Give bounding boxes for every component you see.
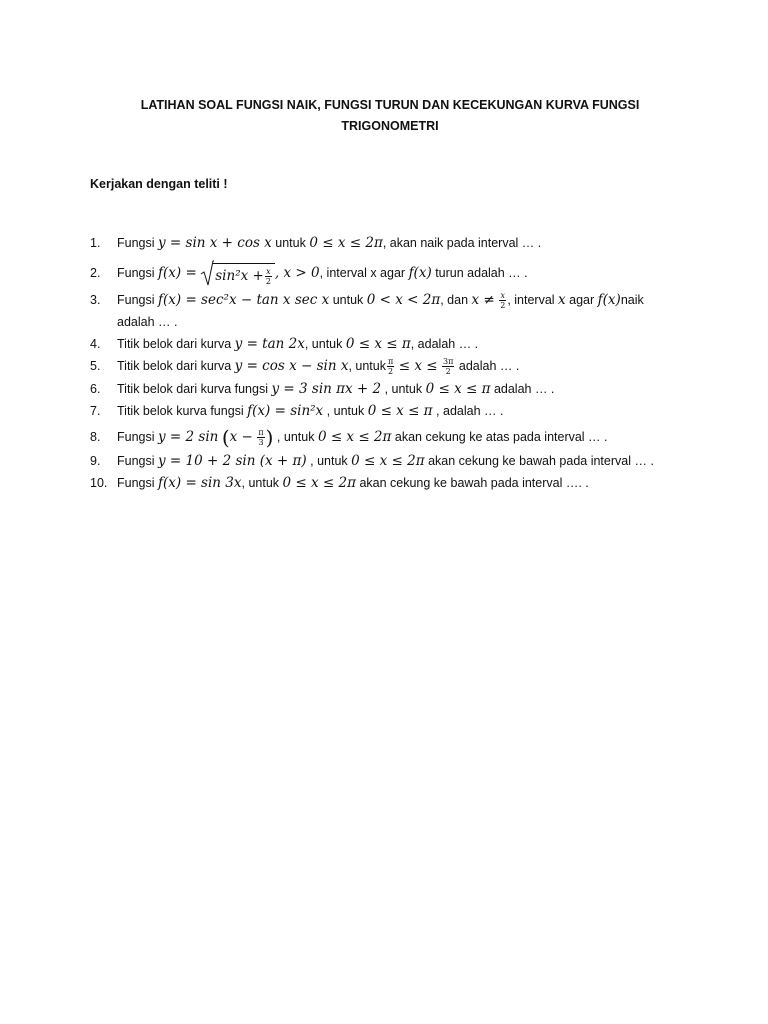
question-text: adalah … . [493,382,555,396]
question-text: , dan [440,293,469,307]
question-number: 4. [90,337,101,351]
question-text: Titik belok dari kurva [117,359,232,373]
question-text: , akan naik pada interval … . [382,236,542,250]
question-text: Fungsi [117,236,155,250]
math-expression: f(x) [408,265,432,281]
question-5 [90,357,690,380]
question-text: , untuk [384,382,423,396]
math-interval: 0 ≤ x ≤ π [367,403,433,419]
question-list [90,234,690,496]
question-text: , untuk [326,404,365,418]
question-4 [90,335,690,357]
math-expression: f(x) = [158,265,197,281]
title-line-1: LATIHAN SOAL FUNGSI NAIK, FUNGSI TURUN DAN KECEKUNGAN KURVA FUNGSI [140,98,640,112]
math-expression: f(x) = sec²x − tan x sec x [158,292,330,308]
fraction: $\frac{\pi}{2}$ [387,357,394,377]
math-expression: f(x) = sin²x [247,403,324,419]
math-expression: f(x) [597,292,621,308]
radical-sign-icon [200,257,214,287]
question-number: 5. [90,359,101,373]
question-text: , untuk [304,337,343,351]
fraction: $\frac{3\pi}{2}$ [443,357,454,377]
math-interval: 0 < x < 2π [366,292,441,308]
title-line-2: TRIGONOMETRI [341,119,439,133]
instruction-text: Kerjakan dengan teliti ! [90,177,228,191]
question-text: , interval x agar [319,266,406,280]
question-text: akan cekung ke bawah pada interval …. . [359,476,589,490]
question-text: Fungsi [117,430,155,444]
question-10 [90,474,690,496]
question-text: , untuk [348,359,386,373]
fraction: $\frac{x}{2}$ [500,291,506,311]
question-text: untuk [275,236,306,250]
question-number: 8. [90,430,101,444]
question-text-continued: adalah … . [117,315,178,329]
question-text: , untuk [241,476,280,490]
right-paren-icon: ) [265,425,274,450]
question-text: turun adalah … . [435,266,528,280]
question-text: akan cekung ke bawah pada interval … . [428,454,654,468]
question-text: Fungsi [117,476,155,490]
question-number: 3. [90,293,101,307]
fraction: $\frac{\pi}{3}$ [258,428,264,448]
question-text: Fungsi [117,454,155,468]
question-text: , adalah … . [410,337,479,351]
question-text: , adalah … . [436,404,504,418]
question-text: untuk [332,293,364,307]
question-text: Titik belok kurva fungsi [117,404,244,418]
question-1 [90,234,690,258]
question-text: akan cekung ke atas pada interval … . [394,430,608,444]
math-condition: , x > 0 [274,265,320,281]
question-text: , untuk [276,430,315,444]
question-text: Fungsi [117,293,155,307]
question-text: Fungsi [117,266,155,280]
question-2 [90,258,690,289]
question-text: Titik belok dari kurva [117,337,232,351]
math-interval: 0 ≤ x ≤ 2π [317,429,392,445]
document-title [90,95,690,137]
math-interval: 0 ≤ x ≤ π [345,336,411,352]
fraction: $\frac{x}{2}$ [265,267,271,287]
square-root [200,261,275,286]
question-7 [90,402,690,425]
math-expression: y = 10 + 2 sin (x + π) [158,453,307,469]
math-interval: 0 ≤ x ≤ 2π [282,475,356,491]
math-variable: x [558,292,566,308]
question-9 [90,452,690,474]
question-number: 7. [90,404,101,418]
math-expression: f(x) = sin 3x [158,475,242,491]
math-interval: 0 ≤ x ≤ π [425,381,491,397]
question-text: Titik belok dari kurva fungsi [117,382,268,396]
math-interval: 0 ≤ x ≤ 2π [351,453,425,469]
question-number: 2. [90,266,101,280]
question-6 [90,380,690,402]
question-8 [90,425,690,452]
math-expression: y = cos x − sin x [234,358,349,374]
math-expression: x − [229,429,253,445]
math-expression: y = 3 sin πx + 2 [271,381,382,397]
left-paren-icon: ( [221,425,230,450]
math-expression: y = sin x + cos x [158,235,272,251]
math-interval: 0 ≤ x ≤ 2π [309,235,383,251]
math-expression: y = tan 2x [234,336,305,352]
math-expression: y = 2 sin [158,429,219,445]
question-number: 10. [90,476,108,490]
question-number: 9. [90,454,101,468]
question-3 [90,289,690,335]
question-number: 6. [90,382,101,396]
question-text: adalah … . [458,359,520,373]
question-text: , interval [507,293,555,307]
radicand: sin²x + [215,268,264,284]
question-text: , untuk [310,454,348,468]
math-interval: ≤ x ≤ [398,358,438,374]
question-text: agar [569,293,595,307]
question-number: 1. [90,236,101,250]
math-expression: x ≠ [471,292,495,308]
question-text: naik [620,293,644,307]
